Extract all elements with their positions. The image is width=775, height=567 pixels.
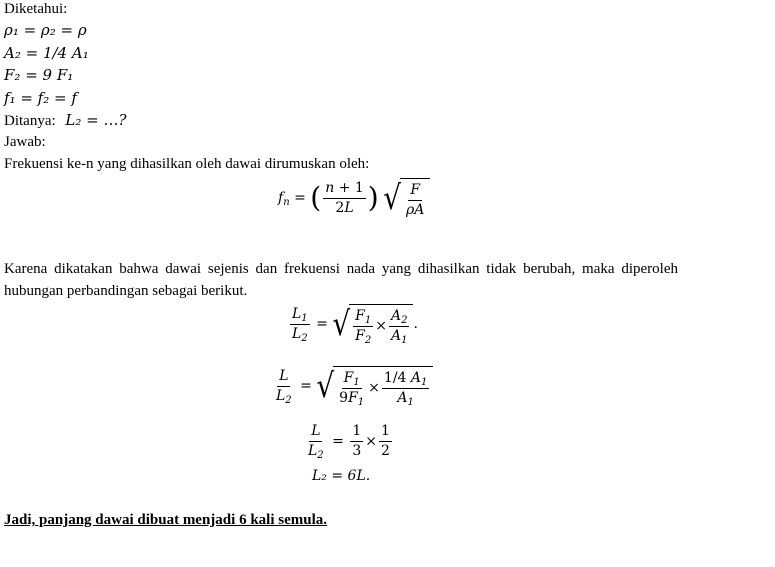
given-area: A₂ = 1/4 A₁ — [4, 44, 89, 62]
ratio-step-2: $\frac{L}{L_2}$ = √ $\frac{F_1}{9F_1}$ × $\frac{1/4 A_1}{A_1}$ — [272, 366, 433, 406]
asked-expression: L₂ = …? — [65, 111, 127, 129]
asked-label: Ditanya: — [4, 113, 56, 129]
asked-line — [4, 111, 127, 130]
ratio-step-1: $\frac{L_1}{L_2}$ = √ $\frac{F_1}{F_2}$ × $\frac{A_2}{A_1}$ . — [292, 303, 418, 346]
ratio-step-3: $\frac{L}{L_2}$ = $\frac{1}{3}$ × $\frac{1}{2}$ — [308, 423, 390, 461]
given-frequency: f₁ = f₂ = f — [4, 89, 77, 107]
answer-heading: Jawab: — [4, 134, 46, 150]
given-density: ρ₁ = ρ₂ = ρ — [4, 21, 87, 39]
answer-intro: Frekuensi ke-n yang dihasilkan oleh dawai dirumuskan oleh: — [4, 156, 370, 172]
frequency-formula: $f_n$ = ( $\frac{n + 1}{2L}$ ) √ $\frac{F}{\rho A}$ — [278, 178, 430, 218]
ratio-result: L₂ = 6L. — [312, 468, 371, 484]
given-force: F₂ = 9 F₁ — [4, 66, 74, 84]
given-heading: Diketahui: — [4, 1, 68, 17]
ratio-explanation: Karena dikatakan bahwa dawai sejenis dan frekuensi nada yang dihasilkan tidak berubah, maka diperoleh hubungan perbandingan sebagai berikut. — [4, 261, 678, 299]
conclusion: Jadi, panjang dawai dibuat menjadi 6 kali semula. — [4, 512, 327, 528]
